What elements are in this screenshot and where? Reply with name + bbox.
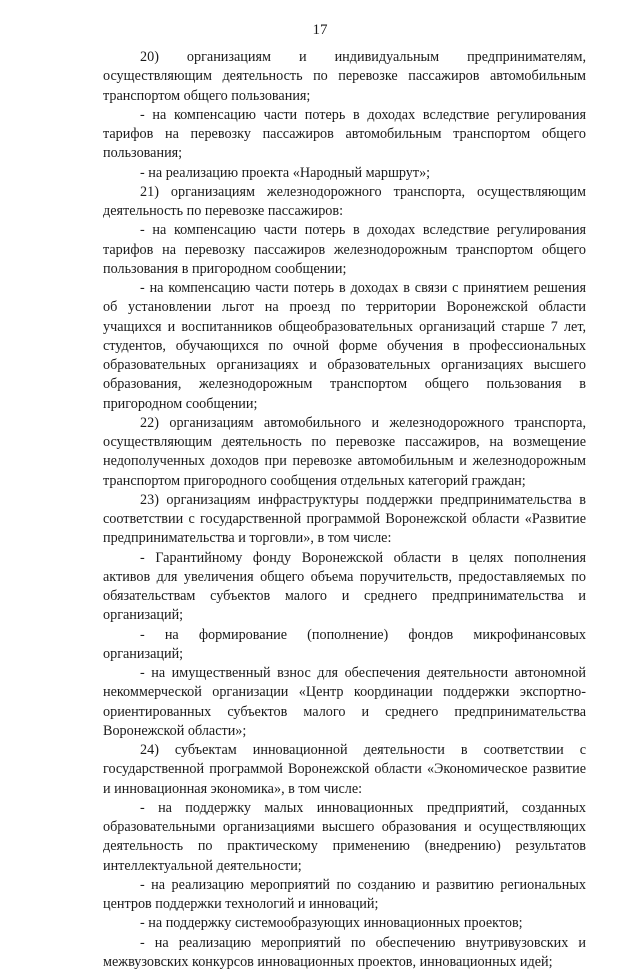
- paragraph-subitem: - на реализацию проекта «Народный маршрут»;: [103, 164, 586, 183]
- paragraph-item-24: 24) субъектам инновационной деятельности в соответствии с государственной программой Воронежской области «Экономическое развитие и инновационная экономика», в том числе:: [103, 741, 586, 799]
- paragraph-item-21: 21) организациям железнодорожного транспорта, осуществляющим деятельность по перевозке пассажиров:: [103, 183, 586, 222]
- paragraph-subitem: - на компенсацию части потерь в доходах в связи с принятием решения об установлении льгот на проезд по территории Воронежской области учащихся и воспитанников общеобразовательных организаций старше 7 лет, студентов, обучающихся по очной форме обучения в профессиональных образовательных организациях и образовательных организациях высшего образования, железнодорожным транспортом общего пользования в пригородном сообщении;: [103, 279, 586, 414]
- paragraph-subitem: - на реализацию мероприятий по обеспечению внутривузовских и межвузовских конкурсов инновационных проектов, инновационных идей;: [103, 934, 586, 972]
- paragraph-item-20: 20) организациям и индивидуальным предпринимателям, осуществляющим деятельность по перевозке пассажиров автомобильным транспортом общего пользования;: [103, 48, 586, 106]
- paragraph-subitem: - на поддержку малых инновационных предприятий, созданных образовательными организациями высшего образования и осуществляющих деятельность по практическому применению (внедрению) результатов интеллектуальной деятельности;: [103, 799, 586, 876]
- paragraph-item-22: 22) организациям автомобильного и железнодорожного транспорта, осуществляющим деятельность по перевозке пассажиров, на возмещение недополученных доходов при перевозке автомобильным и железнодорожным транспортом пригородного сообщения отдельных категорий граждан;: [103, 414, 586, 491]
- paragraph-subitem: - на компенсацию части потерь в доходах вследствие регулирования тарифов на перевозку пассажиров автомобильным транспортом общего пользования;: [103, 106, 586, 164]
- document-body: [103, 48, 586, 972]
- paragraph-item-23: 23) организациям инфраструктуры поддержки предпринимательства в соответствии с государственной программой Воронежской области «Развитие предпринимательства и торговли», в том числе:: [103, 491, 586, 549]
- paragraph-subitem: - на поддержку системообразующих инновационных проектов;: [103, 914, 586, 933]
- page-number: 17: [0, 22, 640, 39]
- paragraph-subitem: - на реализацию мероприятий по созданию и развитию региональных центров поддержки технологий и инноваций;: [103, 876, 586, 915]
- paragraph-subitem: - на формирование (пополнение) фондов микрофинансовых организаций;: [103, 626, 586, 665]
- paragraph-subitem: - Гарантийному фонду Воронежской области в целях пополнения активов для увеличения общего объема поручительств, предоставляемых по обязательствам субъектов малого и среднего предпринимательства и организаций;: [103, 549, 586, 626]
- paragraph-subitem: - на имущественный взнос для обеспечения деятельности автономной некоммерческой организации «Центр координации поддержки экспортно-ориентированных субъектов малого и среднего предпринимательства Воронежской области»;: [103, 664, 586, 741]
- paragraph-subitem: - на компенсацию части потерь в доходах вследствие регулирования тарифов на перевозку пассажиров железнодорожным транспортом общего пользования в пригородном сообщении;: [103, 221, 586, 279]
